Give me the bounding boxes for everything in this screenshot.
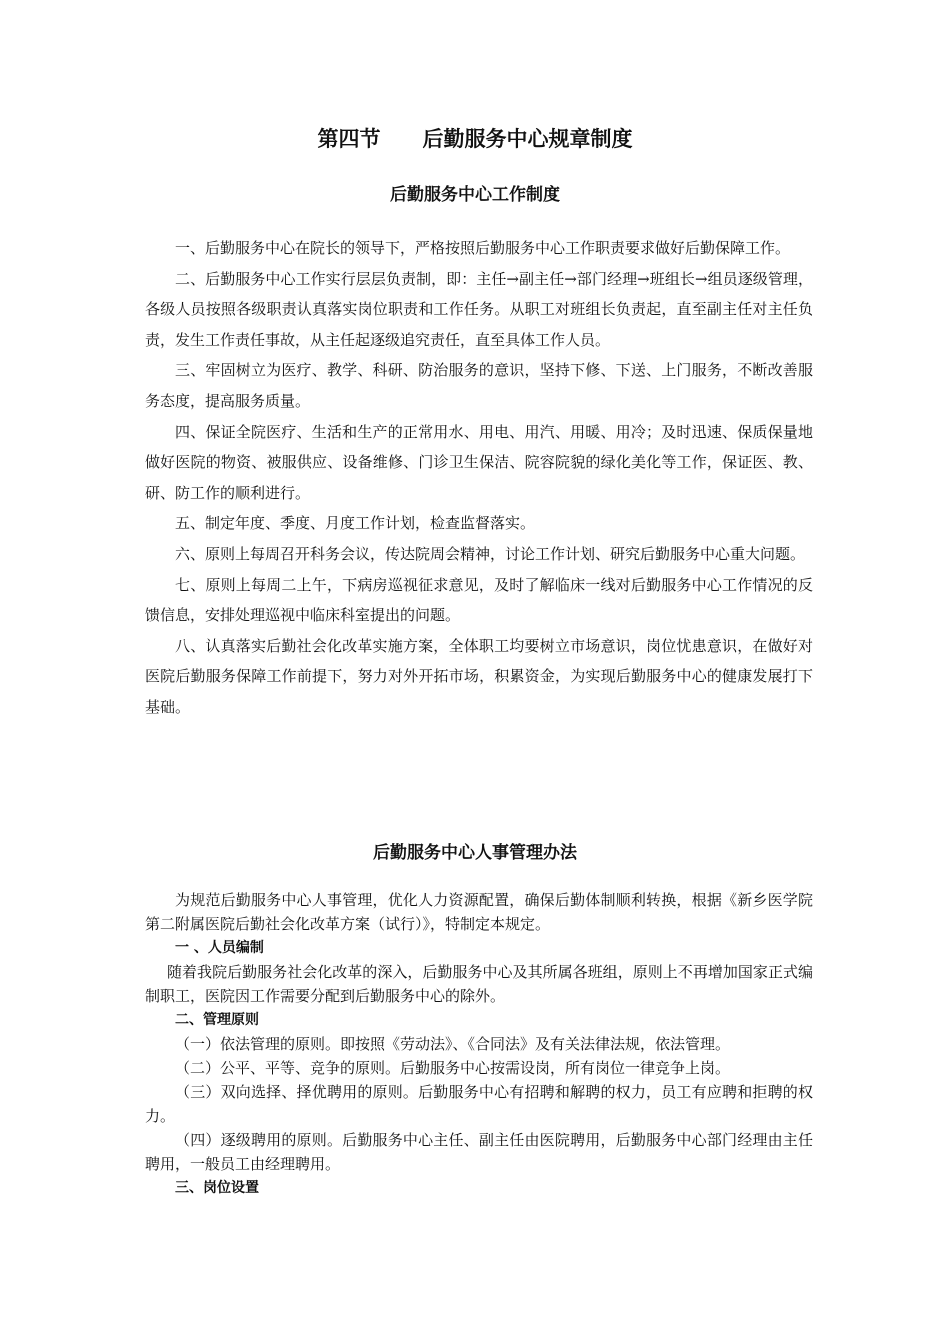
section-title-work-system: 后勤服务中心工作制度 [390,185,560,205]
paragraph: 随着我院后勤服务社会化改革的深入，后勤服务中心及其所属各班组，原则上不再增加国家正式编制职工，医院因工作需要分配到后勤服务中心的除外。 [145,963,813,1005]
chapter-title: 第四节 后勤服务中心规章制度 [317,127,633,151]
principle-item: （三）双向选择、择优聘用的原则。后勤服务中心有招聘和解聘的权力，员工有应聘和拒聘的权力。 [145,1083,813,1125]
principle-item: （四）逐级聘用的原则。后勤服务中心主任、副主任由医院聘用，后勤服务中心部门经理由主任聘用，一般员工由经理聘用。 [145,1131,813,1173]
intro-paragraph: 为规范后勤服务中心人事管理，优化人力资源配置，确保后勤体制顺利转换，根据《新乡医学院第二附属医院后勤社会化改革方案（试行）》，特制定本规定。 [145,891,813,933]
paragraph: 六、原则上每周召开科务会议，传达院周会精神，讨论工作计划、研究后勤服务中心重大问题。 [175,544,806,563]
principle-item: （一）依法管理的原则。即按照《劳动法》、《合同法》及有关法律法规，依法管理。 [175,1035,731,1053]
paragraph: 二、后勤服务中心工作实行层层负责制，即：主任→副主任→部门经理→班组长→组员逐级管理，各级人员按照各级职责认真落实岗位职责和工作任务。从职工对班组长负责起，直至副主任对主任负责，发生工作责任事故，从主任起逐级追究责任，直至具体工作人员。 [145,269,813,349]
subheading-staffing: 一 、人员编制 [175,940,264,956]
section-title-personnel: 后勤服务中心人事管理办法 [373,843,577,863]
paragraph: 一、后勤服务中心在院长的领导下，严格按照后勤服务中心工作职责要求做好后勤保障工作。 [175,239,791,257]
paragraph: 三、牢固树立为医疗、教学、科研、防治服务的意识，坚持下修、下送、上门服务，不断改善服务态度，提高服务质量。 [145,361,813,410]
paragraph: 五、制定年度、季度、月度工作计划，检查监督落实。 [175,514,536,533]
section-personnel-body [145,888,813,1200]
section-work-system-body [145,233,813,723]
subheading-principles: 二、管理原则 [175,1012,259,1028]
principle-item: （二）公平、平等、竞争的原则。后勤服务中心按需设岗，所有岗位一律竞争上岗。 [175,1059,731,1077]
paragraph: 七、原则上每周二上午，下病房巡视征求意见，及时了解临床一线对后勤服务中心工作情况的反馈信息，安排处理巡视中临床科室提出的问题。 [145,575,813,625]
paragraph: 八、认真落实后勤社会化改革实施方案，全体职工均要树立市场意识，岗位忧患意识，在做好对医院后勤服务保障工作前提下，努力对外开拓市场，积累资金，为实现后勤服务中心的健康发展打下基础。 [145,636,813,716]
paragraph: 四、保证全院医疗、生活和生产的正常用水、用电、用汽、用暖、用冷；及时迅速、保质保量地做好医院的物资、被服供应、设备维修、门诊卫生保洁、院容院貌的绿化美化等工作，保证医、教、研、防工作的顺利进行。 [145,422,813,502]
subheading-positions: 三、岗位设置 [175,1180,259,1196]
